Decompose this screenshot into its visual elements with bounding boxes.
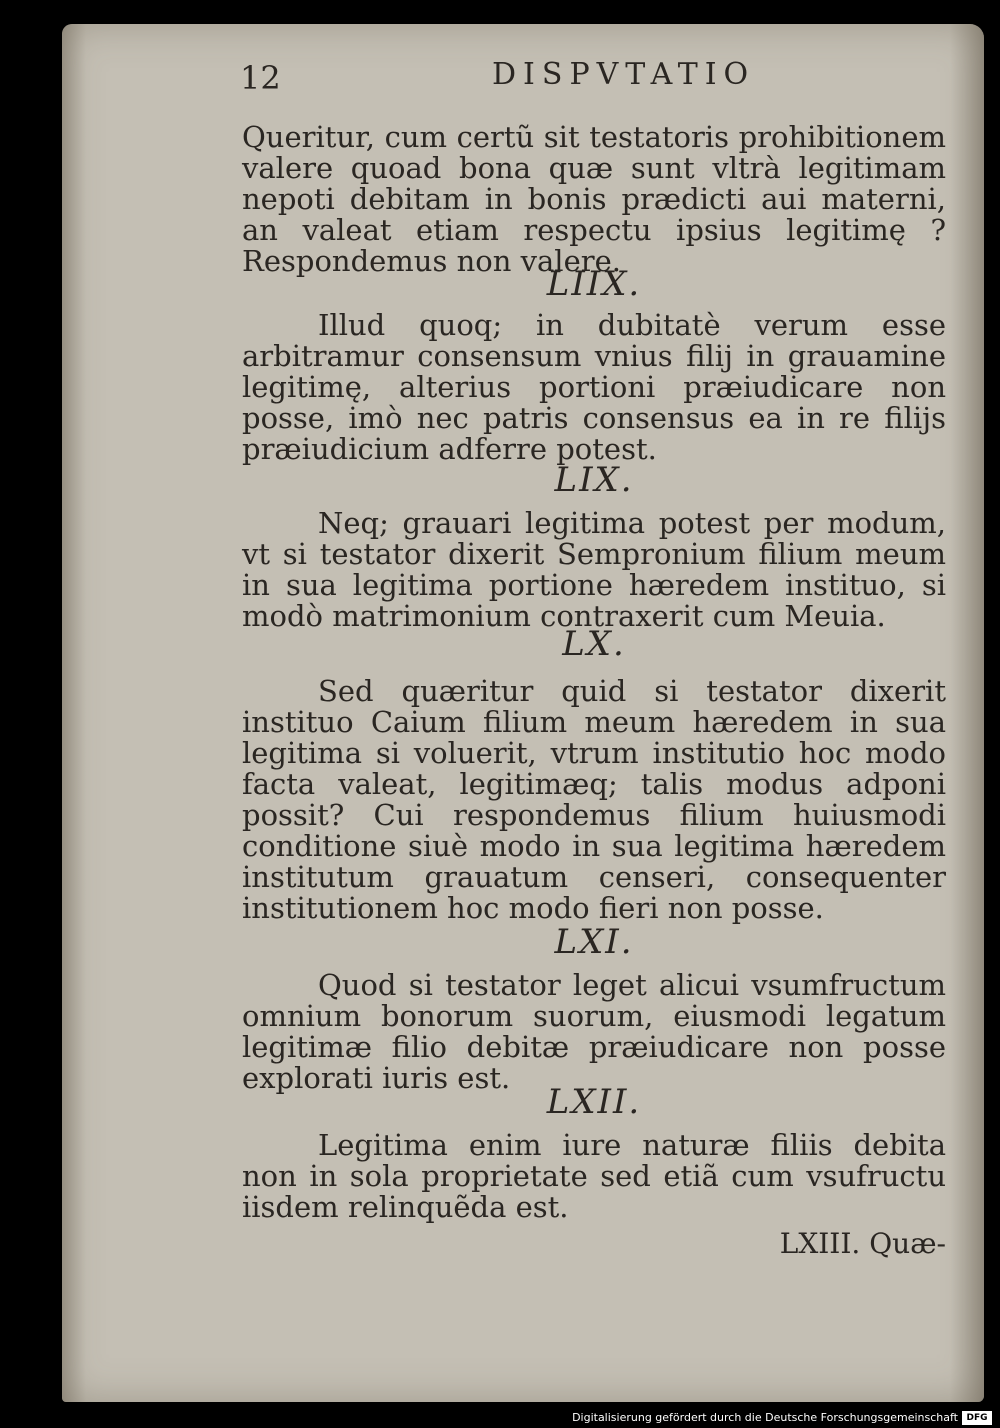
dfg-credit: Digitalisierung gefördert durch die Deutsche Forschungsgemeinschaft [572,1411,958,1424]
section-heading-61: LXI. [554,922,634,962]
page-number: 12 [240,59,281,97]
paragraph-59 [242,508,946,632]
section-heading-62: LXII. [546,1082,642,1122]
paragraph-61 [242,970,946,1094]
catchword: LXIII. Quæ- [779,1227,946,1260]
paragraph-57 [242,122,946,277]
page-gutter-shadow [62,24,86,1402]
paragraph-62 [242,1130,946,1223]
paragraph-text: Neq; grauari legitima potest per modum, vt si testator dixerit Sempronium filium meum in sua legitima portione hæredem instituo, si modò matrimonium contraxerit cum Meuia. [242,506,946,633]
dfg-logo-icon: DFG [962,1411,992,1425]
section-heading-59: LIX. [554,460,634,500]
page-edge-shadow [950,24,984,1402]
paragraph-text: Illud quoq; in dubitatè verum esse arbitramur consensum vnius filij in grauamine legitimę, alterius portioni præiudicare non posse, imò nec patris consensus ea in re filijs præiudicium adferre potest. [242,308,946,466]
book-page [62,24,984,1402]
paragraph-60 [242,676,946,924]
paragraph-text: Legitima enim iure naturæ filiis debita non in sola proprietate sed etiã cum vsufructu iisdem relinquẽda est. [242,1128,946,1224]
running-head: DISPVTATIO [492,57,756,92]
section-heading-60: LX. [562,624,626,664]
paragraph-text: Quod si testator leget alicui vsumfructum omnium bonorum suorum, eiusmodi legatum legitimæ filio debitæ præiudicare non posse explorati iuris est. [242,968,946,1095]
section-heading-58: LIIX. [546,264,642,304]
paragraph-text: Queritur, cum certũ sit testatoris prohibitionem valere quoad bona quæ sunt vltrà legitimam nepoti debitam in bonis prædicti aui materni, an valeat etiam respectu ipsius legitimę ? Respondemus non valere. [242,120,946,278]
paragraph-58 [242,310,946,465]
paragraph-text: Sed quæritur quid si testator dixerit instituo Caium filium meum hæredem in sua legitima si voluerit, vtrum institutio hoc modo facta valeat, legitimæq; talis modus adponi possit? Cui respondemus filium huiusmodi conditione siuè modo in sua legitima hæredem institutum grauatum censeri, consequenter institutionem hoc modo fieri non posse. [242,674,946,925]
